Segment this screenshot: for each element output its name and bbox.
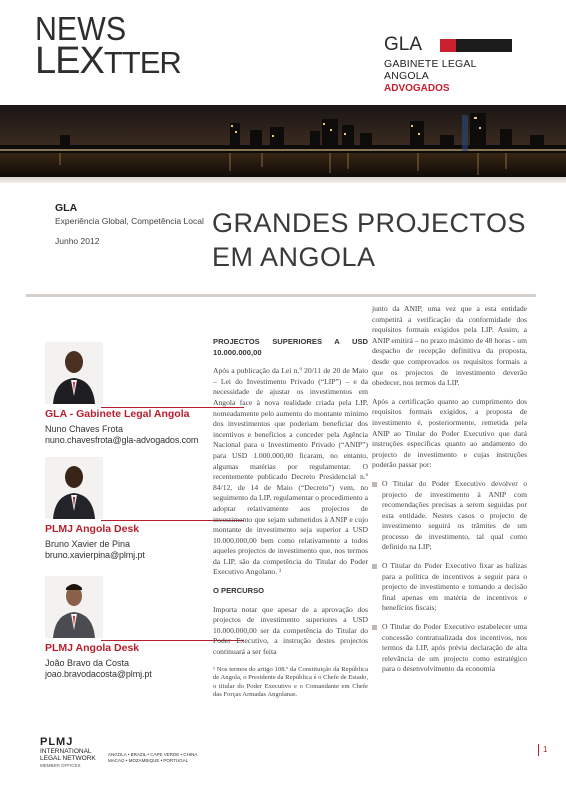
plmj-network-logo xyxy=(40,736,198,768)
paragraph: Após a certificação quanto ao cumprimento dos requisitos formais exigidos, a proposta de investimento é, posteriormente, remetida pela ANIP ao Titular do Poder Executivo que dará instruções específicas quanto ao andamento do projecto de investimento e cujas instruções poderão passar por: xyxy=(372,396,527,470)
contact-card xyxy=(45,342,198,445)
plmj-logo-text: PLMJ xyxy=(40,736,74,748)
contact-name: João Bravo da Costa xyxy=(45,658,130,668)
list-item: O Titular do Poder Executivo estabelecer uma concessão contratualizada dos incentivos, nos termos da LIP, após prévia declaração de alta relevância de um projecto como estratégico para o desenvolvimento da economia xyxy=(372,622,527,675)
list-item: O Titular do Poder Executivo devolver o projecto de investimento à ANIP com recomendações precisas a serem seguidas por esta entidade. Nestes casos o projecto de investimento seguirá os trâmites de um processo de investimento, tal qual como definido na LIP; xyxy=(372,479,527,553)
contact-email[interactable]: bruno.xavierpina@plmj.pt xyxy=(45,550,145,560)
gla-sub: ADVOGADOS xyxy=(384,83,450,94)
contact-org: GLA - Gabinete Legal Angola xyxy=(45,408,190,420)
masthead-line1: NEWS xyxy=(35,10,127,47)
list-item: O Titular do Poder Executivo fixar as balizas para a política de incentivos a seguir para o projecto de investimento e tomando a decisão final apenas em matéria de incentivos e benefícios fiscais; xyxy=(372,561,527,614)
gla-logo-bar xyxy=(440,39,512,52)
section-heading: O PERCURSO xyxy=(213,586,265,596)
article-title-line1: GRANDES PROJECTOS xyxy=(212,208,527,238)
plmj-line1: INTERNATIONAL xyxy=(40,748,92,755)
page-number-divider xyxy=(538,744,539,756)
contact-photo xyxy=(45,342,103,404)
contact-email[interactable]: nuno.chavesfrota@gla-advogados.com xyxy=(45,435,199,445)
footnote: ¹ Nos termos do artigo 108.º da Constituição da República de Angola, o Presidente da República é o Chefe de Estado, o titular do Poder Executivo e o Comandante em Chefe das Forças Armadas Angolanas. xyxy=(213,665,368,699)
contact-org: PLMJ Angola Desk xyxy=(45,523,140,535)
contact-name: Nuno Chaves Frota xyxy=(45,424,124,434)
meta-date: Junho 2012 xyxy=(55,236,100,246)
contact-card xyxy=(45,457,145,560)
article-title-line2: EM ANGOLA xyxy=(212,242,376,272)
city-skyline-image xyxy=(0,105,566,177)
masthead-line2: LEXTTER xyxy=(35,40,181,82)
gla-name: GABINETE LEGAL ANGOLA xyxy=(384,58,477,82)
article-column-2 xyxy=(372,304,527,683)
contact-card xyxy=(45,576,152,679)
paragraph: Importa notar que apesar de a aprovação dos projectos de investimento superiores a USD 10.000.000,00 ser da competência do Titular do Poder Executivo, a instrução destes projectos continuará a ser feita xyxy=(213,604,368,657)
bullet-list xyxy=(372,479,527,675)
meta-brand: GLA xyxy=(55,202,78,214)
header-divider xyxy=(0,177,566,183)
contact-email[interactable]: joao.bravodacosta@plmj.pt xyxy=(45,669,152,679)
plmj-countries: ANGOLA • BRAZIL • CAPE VERDE • CHINA MACAO • MOZAMBIQUE • PORTUGAL xyxy=(108,752,198,763)
meta-tagline: Experiência Global, Competência Local xyxy=(55,216,204,226)
title-divider xyxy=(26,294,536,297)
paragraph: junto da ANIP, uma vez que a esta entidade competirá a verificação da conformidade dos requisitos formais exigidos pela LIP. Assim, a ANIP emitirá – no prazo máximo de 48 horas - um despacho de recepção definitiva da proposta, desde que comprovados os requisitos formais a que os projectos de investimento deverão obedecer, nos termos da LIP. xyxy=(372,304,527,388)
article-title xyxy=(212,206,526,274)
contact-org: PLMJ Angola Desk xyxy=(45,642,140,654)
gla-abbr: GLA xyxy=(384,34,423,55)
contact-name: Bruno Xavier de Pina xyxy=(45,539,131,549)
newsletter-masthead xyxy=(35,10,181,82)
plmj-member-offices: MEMBER OFFICES xyxy=(40,763,81,768)
issue-meta xyxy=(55,202,204,246)
section-heading: PROJECTOS SUPERIORES A USD 10.000.000,00 xyxy=(213,337,368,357)
page-number: 1 xyxy=(543,745,548,754)
gla-logo xyxy=(384,35,514,94)
article-column-1 xyxy=(213,337,368,700)
plmj-line2: LEGAL NETWORK xyxy=(40,755,96,762)
paragraph: Após a publicação da Lei n.º 20/11 de 20 de Maio – Lei do Investimento Privado (“LIP”) – e da necessidade de ajustar os investimentos em Angola face à nova realidade criada pela LIP, nomeadamente pelo aumento do montante mínimo dos investimentos que poderiam beneficiar dos incentivos e benefícios a conceder pela Agência Nacional para o Investimento Privado (“ANIP”) para USD 1.000.000,00 ficaram, no entanto, algumas matérias por regulamentar. O recentemente publicado Decreto Presidencial n.º 84/12, de 14 de Maio (“Decreto”) vem, no seguimento da LIP, regulamentar o procedimento a adoptar relativamente aos projectos de investimento que sejam submetidos à ANIP e cujo montante de investimento seja superior a USD 10.000.000,00 bem como relativamente a todos aqueles projectos de investimento que, nos termos da LIP, são da competência do Titular do Poder Executivo Angolano. ¹ xyxy=(213,366,368,577)
contact-photo xyxy=(45,457,103,519)
contact-photo xyxy=(45,576,103,638)
